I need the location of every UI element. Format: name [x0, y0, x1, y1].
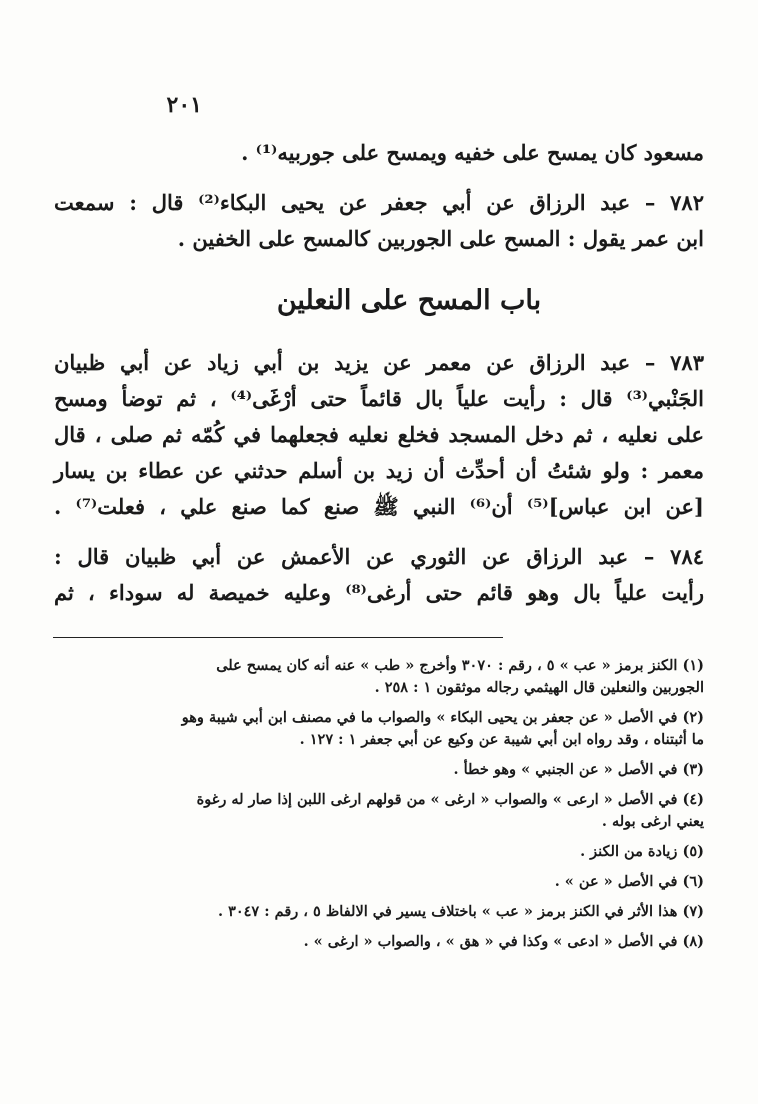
footnote-2	[54, 707, 704, 751]
footnote-line: (٤) في الأصل « ارعى » والصواب « ارغى » من قولهم ارغى اللبن إذا صار له رغوة	[196, 791, 704, 808]
footnote-divider	[53, 637, 503, 638]
text-line: مسعود كان يمسح على خفيه ويمسح على جوربيه⁽¹⁾ .	[241, 140, 704, 165]
footnote-5	[54, 841, 704, 863]
footnote-8	[54, 931, 704, 953]
text-line: رأيت علياً بال وهو قائم حتى أرغى⁽⁸⁾ وعليه خميصة له سوداء ، ثم	[54, 580, 704, 605]
footnote-line: (٨) في الأصل « ادعى » وكذا في « هق » ، والصواب « ارغى » .	[303, 933, 704, 950]
footnote-line: (٧) هذا الأثر في الكنز برمز « عب » باختلاف يسير في الالفاظ ٥ ، رقم : ٣٠٤٧ .	[217, 903, 704, 920]
footnote-7	[54, 901, 704, 923]
footnote-line: (٢) في الأصل « عن جعفر بن يحيى البكاء » والصواب ما في مصنف ابن أبي شيبة وهو	[181, 709, 704, 726]
hadith-782	[54, 185, 704, 257]
footnote-3	[54, 759, 704, 781]
page-number: ٢٠١	[166, 92, 202, 118]
footnote-line: (١) الكنز برمز « عب » ٥ ، رقم : ٣٠٧٠ وأخرج « طب » عنه أنه كان يمسح على	[216, 657, 704, 674]
text-line: ٧٨٢ – عبد الرزاق عن أبي جعفر عن يحيى البكاء⁽²⁾ قال : سمعت	[54, 190, 704, 215]
footnote-line: ما أثبتناه ، وقد رواه ابن أبي شيبة عن وكيع عن أبي جعفر ١ : ١٢٧ .	[299, 731, 704, 748]
paragraph-continuation	[54, 135, 704, 171]
text-line: [عن ابن عباس]⁽⁵⁾ أن⁽⁶⁾ النبي ﷺ صنع كما صنع علي ، فعلت⁽⁷⁾ .	[54, 494, 704, 519]
text-line: ٧٨٣ – عبد الرزاق عن معمر عن يزيد بن أبي زياد عن أبي ظبيان	[54, 350, 704, 375]
footnote-line: (٥) زيادة من الكنز .	[580, 843, 704, 860]
footnotes	[54, 655, 704, 961]
text-line: الجَنْبي⁽³⁾ قال : رأيت علياً بال قائماً حتى أرْغَى⁽⁴⁾ ، ثم توضأ ومسح	[54, 386, 704, 411]
footnote-4	[54, 789, 704, 833]
text-line: على نعليه ، ثم دخل المسجد فخلع نعليه فجعلهما في كُمّه ثم صلى ، قال	[54, 422, 704, 447]
main-text	[54, 135, 704, 611]
footnote-line: يعني ارغى بوله .	[601, 813, 704, 830]
hadith-783	[54, 345, 704, 525]
hadith-784	[54, 539, 704, 611]
text-line: معمر : ولو شئتُ أن أحدِّث أن زيد بن أسلم حدثني عن عطاء بن يسار	[54, 458, 704, 483]
footnote-line: (٦) في الأصل « عن » .	[554, 873, 704, 890]
footnote-6	[54, 871, 704, 893]
footnote-1	[54, 655, 704, 699]
chapter-heading: باب المسح على النعلين	[276, 285, 542, 316]
text-line: ابن عمر يقول : المسح على الجوربين كالمسح على الخفين .	[177, 226, 704, 251]
footnote-line: (٣) في الأصل « عن الجنبي » وهو خطأ .	[453, 761, 704, 778]
text-line: ٧٨٤ – عبد الرزاق عن الثوري عن الأعمش عن أبي ظبيان قال :	[54, 544, 704, 569]
footnote-line: الجوربين والنعلين قال الهيثمي رجاله موثقون ١ : ٢٥٨ .	[374, 679, 704, 696]
